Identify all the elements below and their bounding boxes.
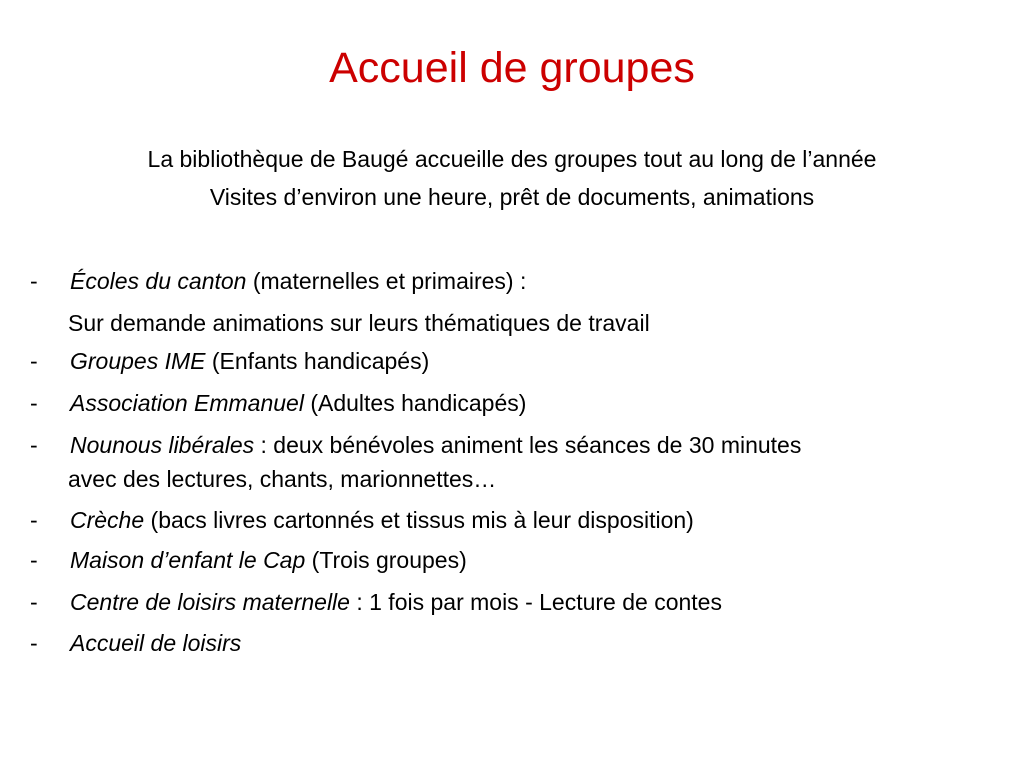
bullet-dash: - (30, 348, 38, 374)
bullet-dash: - (30, 268, 38, 294)
item-label: Association Emmanuel (70, 390, 304, 416)
bullet-dash: - (30, 507, 38, 533)
item-detail: : 1 fois par mois - Lecture de contes (349, 589, 722, 615)
item-detail: (Trois groupes) (305, 547, 467, 573)
list-item-continuation: Sur demande animations sur leurs thématiques de travail (68, 310, 650, 336)
item-detail: (Adultes handicapés) (303, 390, 527, 416)
bullet-dash: - (30, 547, 38, 573)
slide-title: Accueil de groupes (329, 44, 695, 92)
item-label: Nounous libérales (70, 432, 255, 458)
item-detail: (Enfants handicapés) (205, 348, 430, 374)
intro-line-1: La bibliothèque de Baugé accueille des groupes tout au long de l’année (147, 146, 877, 172)
bullet-dash: - (30, 432, 38, 458)
item-detail: : deux bénévoles animent les séances de 30 minutes (254, 432, 802, 458)
item-label: Écoles du canton (70, 268, 247, 294)
list-item-continuation: avec des lectures, chants, marionnettes… (68, 466, 497, 492)
bullet-dash: - (30, 630, 38, 656)
item-detail: (bacs livres cartonnés et tissus mis à leur disposition) (144, 507, 694, 533)
item-label: Crèche (70, 507, 145, 533)
bullet-dash: - (30, 589, 38, 615)
item-detail: (maternelles et primaires) : (246, 268, 527, 294)
item-label: Maison d’enfant le Cap (70, 547, 306, 573)
item-label: Groupes IME (70, 348, 206, 374)
bullet-dash: - (30, 390, 38, 416)
item-label: Centre de loisirs maternelle (70, 589, 350, 615)
intro-line-2: Visites d’environ une heure, prêt de documents, animations (209, 184, 815, 210)
item-label: Accueil de loisirs (70, 630, 242, 656)
